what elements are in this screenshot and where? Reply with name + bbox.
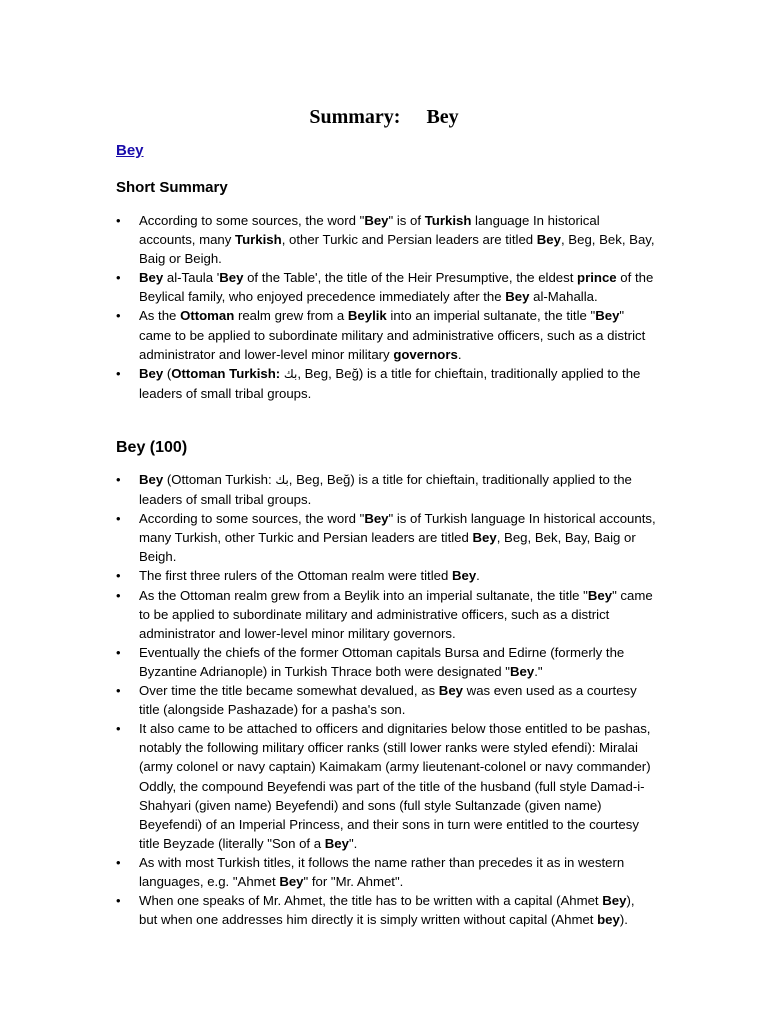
arabic-text: بك: [283, 366, 298, 381]
bold-text: Bey: [451, 568, 477, 584]
short-summary-list: [116, 211, 656, 403]
bold-text: Beylik: [347, 308, 387, 324]
bey-link[interactable]: Bey: [116, 142, 144, 159]
bold-text: Bey: [505, 289, 530, 305]
bey-100-heading: Bey (100): [116, 439, 188, 456]
bold-text: Bey: [139, 472, 164, 487]
list-item: • According to some sources, the word "Bey" is of Turkish language In historical accounts, many Turkish, other Turkic and Persian leaders are titled Bey, Beg, Bek, Bay, Baig or Beigh.: [116, 211, 656, 268]
list-item: • Bey (Ottoman Turkish: بك, Beg, Beğ) is a title for chieftain, traditionally applied to the leaders of small tribal groups.: [116, 470, 656, 509]
bold-text: Ottoman: [180, 308, 235, 324]
list-item: • According to some sources, the word "Bey" is of Turkish language In historical accounts, many Turkish, other Turkic and Persian leaders are titled Bey, Beg, Bek, Bay, Baig or Beigh.: [116, 509, 656, 566]
bold-text: Bey: [324, 835, 349, 851]
bold-text: Turkish: [424, 213, 472, 228]
bold-text: Bey: [279, 873, 304, 889]
list-item: • Bey (Ottoman Turkish: بك, Beg, Beğ) is a title for chieftain, traditionally applied to the leaders of small tribal groups.: [116, 364, 656, 403]
page-title: [0, 106, 768, 129]
list-item: • Eventually the chiefs of the former Ottoman capitals Bursa and Edirne (formerly the Byzantine Adrianople) in Turkish Thrace both were designated "Bey.": [116, 643, 656, 681]
page-title-prefix: Summary:: [309, 106, 401, 128]
short-summary-heading: Short Summary: [116, 179, 228, 196]
list-item: • As the Ottoman realm grew from a Beylik into an imperial sultanate, the title "Bey" came to be applied to subordinate military and administrative officers, such as a district administrator and lower-level minor military governors.: [116, 586, 656, 643]
bold-text: Bey: [364, 511, 389, 527]
page-title-word: Bey: [426, 106, 459, 128]
bold-text: Ottoman Turkish:: [171, 365, 281, 381]
bold-text: Bey: [139, 270, 164, 286]
list-item: • Bey al-Taula 'Bey of the Table', the title of the Heir Presumptive, the eldest prince of the Beylical family, who enjoyed precedence immediately after the Bey al-Mahalla.: [116, 268, 656, 306]
bold-text: Bey: [219, 270, 244, 286]
bold-text: prince: [577, 270, 617, 286]
bold-text: Bey: [602, 893, 627, 909]
bold-text: bey: [597, 912, 620, 928]
arabic-text: بك: [275, 473, 289, 487]
bold-text: Bey: [139, 365, 164, 381]
list-item: • Over time the title became somewhat devalued, as Bey was even used as a courtesy title (alongside Pashazade) for a pasha's son.: [116, 681, 656, 719]
list-item: • When one speaks of Mr. Ahmet, the title has to be written with a capital (Ahmet Bey), but when one addresses him directly it is simply written without capital (Ahmet bey).: [116, 891, 656, 929]
bold-text: governors: [393, 346, 458, 362]
list-item: • It also came to be attached to officers and dignitaries below those entitled to be pashas, notably the following military officer ranks (still lower ranks were styled efendi): Miralai (army colonel or navy captain) Kaimakam (army lieutenant-colonel or navy commander) Oddly, the compound Beyefendi was part of the title of the husband (full style Damad-i-Shahyari (given name) Beyefendi) and sons (full style Sultanzade (given name) Beyefendi) of an Imperial Princess, and their sons in turn were entitled to the courtesy title Beyzade (literally "Son of a Bey".: [116, 719, 656, 853]
list-item: • As with most Turkish titles, it follows the name rather than precedes it as in western languages, e.g. "Ahmet Bey" for "Mr. Ahmet".: [116, 853, 656, 891]
bold-text: Bey: [587, 587, 613, 603]
list-item: • As the Ottoman realm grew from a Beylik into an imperial sultanate, the title "Bey" came to be applied to subordinate military and administrative officers, such as a district administrator and lower-level minor military governors.: [116, 306, 656, 363]
bold-text: Bey: [536, 232, 561, 248]
bold-text: Bey: [438, 683, 463, 699]
bold-text: Bey: [364, 213, 389, 228]
list-item: • The first three rulers of the Ottoman realm were titled Bey.: [116, 566, 656, 585]
bold-text: Bey: [509, 663, 535, 679]
bold-text: Turkish: [235, 232, 282, 248]
bold-text: Bey: [472, 530, 497, 546]
bold-text: Bey: [595, 308, 620, 324]
bey-100-list: [116, 470, 656, 929]
